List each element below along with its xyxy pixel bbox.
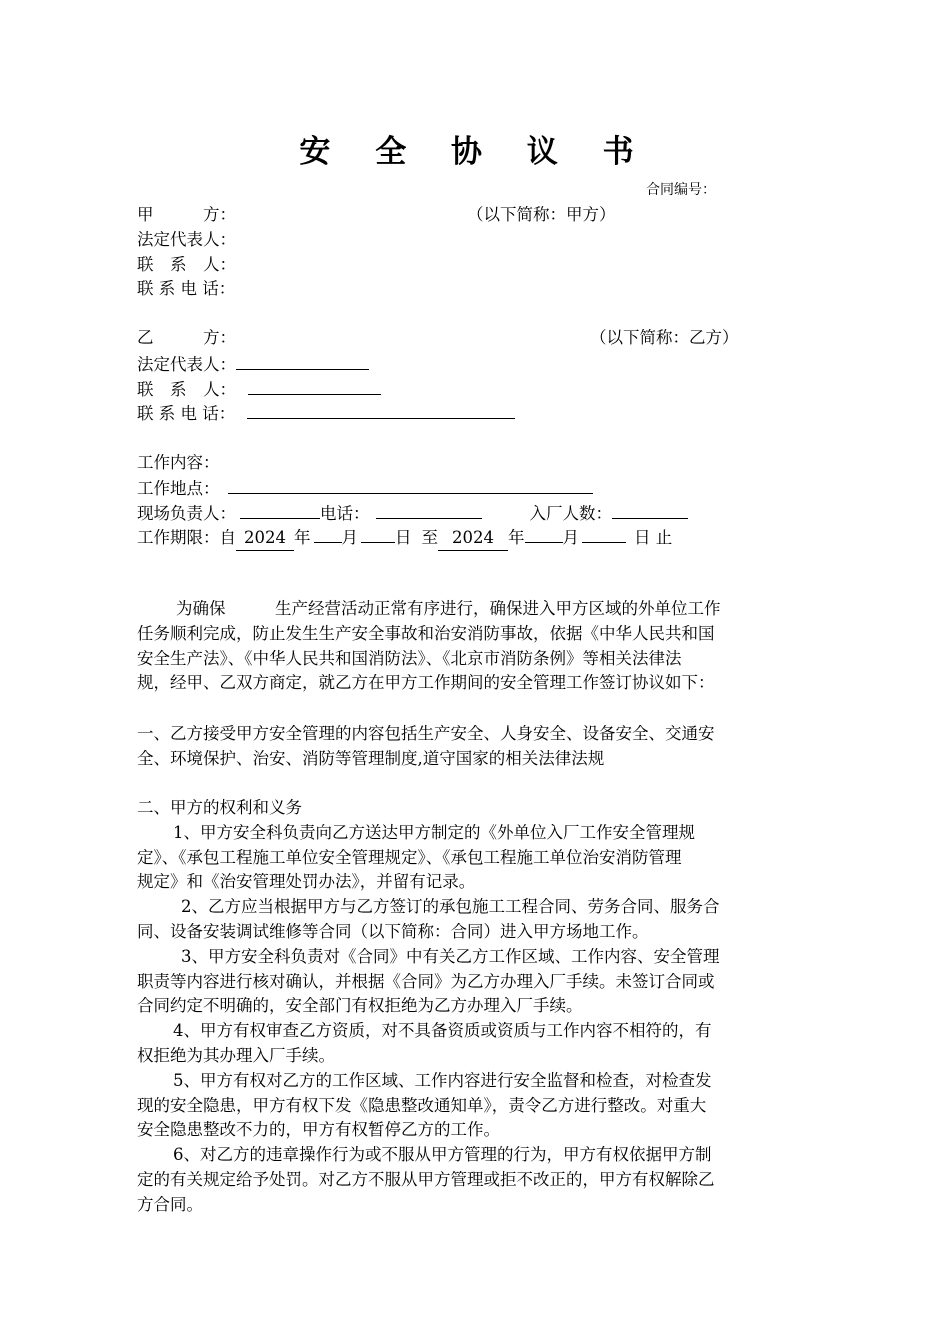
work-location-row — [137, 475, 593, 501]
clause-line: 同、设备安装调试维修等合同（以下简称：合同）进入甲方场地工作。 — [137, 921, 649, 941]
document-title: 安 全 协 议 书 — [299, 134, 651, 170]
clause-line: 定》、《承包工程施工单位安全管理规定》、《承包工程施工单位治安消防管理 — [137, 847, 682, 867]
clause-line: 2、乙方应当根据甲方与乙方签订的承包施工工程合同、劳务合同、服务合 — [181, 897, 720, 917]
intro-line: 安全生产法》、《中华人民共和国消防法》、《北京市消防条例》等相关法律法 — [137, 648, 682, 668]
work-period-label: 工作期限：自 — [137, 528, 236, 547]
clause-line: 方合同。 — [137, 1194, 203, 1214]
site-manager-label: 现场负责人： — [137, 504, 236, 523]
start-day-blank[interactable] — [361, 524, 395, 543]
party-b-rep-blank[interactable] — [236, 351, 369, 370]
start-month-blank[interactable] — [314, 524, 342, 543]
intro-line: 规，经甲、乙双方商定，就乙方在甲方工作期间的安全管理工作签订协议如下： — [137, 673, 715, 693]
intro-line: 为确保 生产经营活动正常有序进行，确保进入甲方区域的外单位工作 — [176, 599, 721, 618]
party-a-short-name: （以下简称：甲方） — [467, 205, 616, 224]
clause-line: 职责等内容进行核对确认，并根据《合同》为乙方办理入厂手续。未签订合同或 — [137, 971, 715, 991]
site-manager-row — [137, 500, 688, 526]
party-b-phone-row — [137, 400, 515, 426]
contract-number-label: 合同编号： — [646, 182, 716, 198]
work-content-label: 工作内容： — [137, 453, 220, 472]
clause-line: 规定》和《治安管理处罚办法》，并留有记录。 — [137, 872, 476, 892]
section-1 — [137, 722, 817, 772]
clause-line: 1、甲方安全科负责向乙方送达甲方制定的《外单位入厂工作安全管理规 — [173, 822, 695, 842]
clause-line: 合同约定不明确的，安全部门有权拒绝为乙方办理入厂手续。 — [137, 996, 583, 1016]
day-unit: 日 — [395, 528, 412, 547]
party-a-rep-label: 法定代表人： — [137, 230, 236, 249]
party-a-name-label: 甲 方： — [137, 205, 236, 224]
clause-line: 现的安全隐患，甲方有权下发《隐患整改通知单》，责令乙方进行整改。对重大 — [137, 1095, 707, 1115]
headcount-label: 入厂人数： — [529, 504, 612, 523]
end-month-blank[interactable] — [525, 524, 563, 543]
site-phone-label: 电话： — [320, 504, 370, 523]
year-unit: 年 — [294, 528, 311, 547]
clause-line: 定的有关规定给予处罚。对乙方不服从甲方管理或拒不改正的，甲方有权解除乙 — [137, 1169, 715, 1189]
party-a-phone-label: 联 系 电 话： — [137, 279, 236, 298]
section-1-line: 全、环境保护、治安、消防等管理制度,道守国家的相关法律法规 — [137, 748, 605, 768]
section-2 — [137, 796, 817, 1218]
party-b-contact-label: 联 系 人： — [137, 380, 236, 399]
work-location-label: 工作地点： — [137, 479, 220, 498]
site-manager-blank[interactable] — [240, 500, 320, 519]
month-unit: 月 — [341, 528, 358, 547]
clause-line: 6、对乙方的违章操作行为或不服从甲方管理的行为，甲方有权依据甲方制 — [173, 1145, 712, 1165]
year-unit: 年 — [508, 528, 525, 547]
section-2-heading: 二、甲方的权利和义务 — [137, 798, 302, 817]
start-year[interactable]: 2024 — [236, 526, 294, 551]
party-b-phone-label: 联 系 电 话： — [137, 404, 236, 423]
party-a-contact-label: 联 系 人： — [137, 255, 236, 274]
site-phone-blank[interactable] — [376, 500, 482, 519]
end-year[interactable]: 2024 — [438, 526, 508, 551]
clause-line: 4、甲方有权审查乙方资质，对不具备资质或资质与工作内容不相符的，有 — [173, 1021, 712, 1041]
party-b-contact-row — [137, 376, 381, 402]
party-b-contact-blank[interactable] — [248, 376, 381, 395]
clause-line: 3、甲方安全科负责对《合同》中有关乙方工作区域、工作内容、安全管理 — [181, 946, 720, 966]
clause-line: 安全隐患整改不力的，甲方有权暂停乙方的工作。 — [137, 1120, 500, 1140]
party-b-name-label: 乙 方： — [137, 328, 236, 347]
clause-line: 权拒绝为其办理入厂手续。 — [137, 1045, 335, 1065]
work-period-row — [137, 524, 672, 551]
intro-paragraph — [137, 597, 817, 696]
end-day-blank[interactable] — [582, 524, 626, 543]
month-unit: 月 — [562, 528, 579, 547]
party-b-rep-label: 法定代表人： — [137, 355, 236, 374]
intro-line: 任务顺利完成，防止发生生产安全事故和治安消防事故，依据《中华人民共和国 — [137, 623, 715, 643]
clause-line: 5、甲方有权对乙方的工作区域、工作内容进行安全监督和检查，对检查发 — [173, 1070, 712, 1090]
section-1-line: 一、乙方接受甲方安全管理的内容包括生产安全、人身安全、设备安全、交通安 — [137, 724, 715, 743]
work-location-blank[interactable] — [228, 475, 593, 494]
party-b-short-name: （以下简称：乙方） — [590, 328, 739, 347]
headcount-blank[interactable] — [612, 500, 688, 519]
end-label: 日 止 — [634, 528, 673, 547]
party-b-phone-blank[interactable] — [247, 400, 515, 419]
to-label: 至 — [421, 528, 438, 547]
party-b-rep-row — [137, 351, 369, 377]
